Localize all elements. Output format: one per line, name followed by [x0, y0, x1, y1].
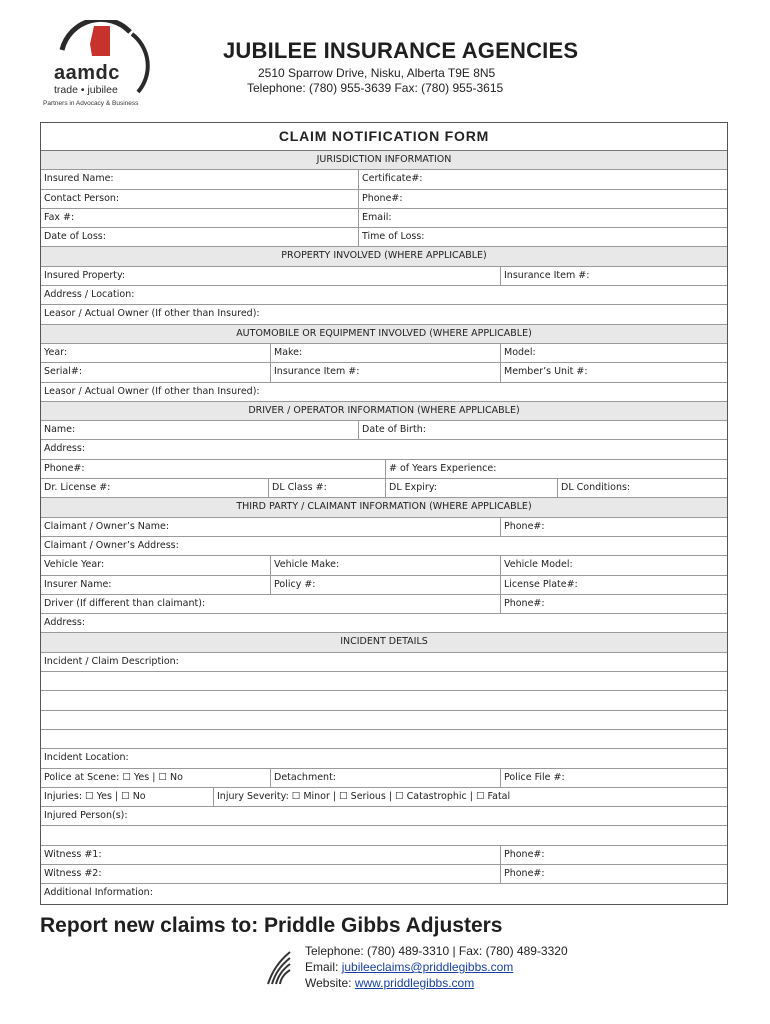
logo-name: aamdc [54, 62, 120, 84]
form-row [41, 518, 727, 537]
make-field[interactable]: Make: [270, 344, 500, 362]
form-row [41, 440, 727, 459]
time-of-loss-field[interactable]: Time of Loss: [358, 228, 727, 246]
form-row [41, 228, 727, 247]
logo-sub: trade • jubilee [54, 84, 118, 96]
dr-license-field[interactable]: Dr. License #: [44, 482, 111, 494]
witness1-phone-field[interactable]: Phone#: [500, 846, 727, 864]
form-row [41, 479, 727, 498]
model-field[interactable]: Model: [500, 344, 727, 362]
vehicle-make-field[interactable]: Vehicle Make: [270, 556, 500, 574]
form-row [41, 267, 727, 286]
email-field[interactable]: Email: [358, 209, 727, 227]
incident-description-field[interactable]: Incident / Claim Description: [44, 655, 179, 667]
years-experience-field[interactable]: # of Years Experience: [385, 460, 727, 478]
company-address: 2510 Sparrow Drive, Nisku, Alberta T9E 8N5 [258, 66, 496, 80]
vehicle-model-field[interactable]: Vehicle Model: [500, 556, 727, 574]
witness2-field[interactable]: Witness #2: [44, 867, 102, 879]
members-unit-field[interactable]: Member’s Unit #: [500, 363, 727, 381]
priddle-gibbs-logo-icon [266, 950, 292, 986]
claimant-phone-field[interactable]: Phone#: [500, 518, 727, 536]
dl-conditions-field[interactable]: DL Conditions: [557, 479, 727, 497]
claimant-address-field[interactable]: Claimant / Owner’s Address: [44, 539, 179, 551]
injured-persons-field[interactable]: Injured Person(s): [44, 810, 128, 822]
form-row [41, 614, 727, 633]
adjuster-telephone: Telephone: (780) 489-3310 | Fax: (780) 489-3320 [305, 944, 568, 958]
blank-line[interactable] [41, 672, 727, 691]
form-row [41, 421, 727, 440]
form-title: CLAIM NOTIFICATION FORM [41, 123, 727, 151]
email-label: Email: [305, 960, 342, 974]
email-link[interactable]: jubileeclaims@priddlegibbs.com [341, 960, 514, 974]
section-property: PROPERTY INVOLVED (WHERE APPLICABLE) [41, 247, 727, 266]
form-row [41, 556, 727, 575]
form-row [41, 286, 727, 305]
driver-name-field[interactable]: Name: [44, 424, 76, 436]
form-row [41, 190, 727, 209]
blank-line[interactable] [41, 711, 727, 730]
driver-phone-field[interactable]: Phone#: [44, 462, 85, 474]
section-jurisdiction: JURISDICTION INFORMATION [41, 151, 727, 170]
driver-different-phone-field[interactable]: Phone#: [500, 595, 727, 613]
blank-line[interactable] [41, 691, 727, 710]
form-row [41, 807, 727, 826]
form-row [41, 769, 727, 788]
driver-address-field[interactable]: Address: [44, 443, 86, 455]
form-row [41, 209, 727, 228]
form-row [41, 749, 727, 768]
claim-form [40, 122, 728, 905]
auto-insurance-item-field[interactable]: Insurance Item #: [270, 363, 500, 381]
form-row [41, 383, 727, 402]
policy-field[interactable]: Policy #: [270, 576, 500, 594]
company-telephone: Telephone: (780) 955-3639 Fax: (780) 955-3615 [247, 81, 504, 95]
insurer-name-field[interactable]: Insurer Name: [44, 578, 112, 590]
form-row [41, 537, 727, 556]
form-row [41, 363, 727, 382]
dl-class-field[interactable]: DL Class #: [268, 479, 385, 497]
police-at-scene-checkboxes[interactable]: Police at Scene: ☐ Yes | ☐ No [44, 771, 183, 783]
year-field[interactable]: Year: [44, 346, 68, 358]
insured-name-field[interactable]: Insured Name: [44, 173, 114, 185]
section-automobile: AUTOMOBILE OR EQUIPMENT INVOLVED (WHERE APPLICABLE) [41, 325, 727, 344]
company-title: JUBILEE INSURANCE AGENCIES [223, 38, 579, 63]
form-row [41, 788, 727, 807]
date-of-loss-field[interactable]: Date of Loss: [44, 231, 106, 243]
form-row [41, 846, 727, 865]
date-of-birth-field[interactable]: Date of Birth: [358, 421, 727, 439]
claimant-name-field[interactable]: Claimant / Owner’s Name: [44, 520, 170, 532]
adjuster-email-line [305, 960, 513, 974]
fax-field[interactable]: Fax #: [44, 211, 75, 223]
form-row [41, 576, 727, 595]
auto-leasor-field[interactable]: Leasor / Actual Owner (If other than Insured): [44, 385, 260, 397]
vehicle-year-field[interactable]: Vehicle Year: [44, 559, 105, 571]
aamdc-logo [40, 20, 155, 112]
logo-tagline: Partners in Advocacy & Business [43, 100, 139, 107]
serial-field[interactable]: Serial#: [44, 366, 83, 378]
form-row [41, 653, 727, 672]
form-row [41, 460, 727, 479]
third-party-address-field[interactable]: Address: [44, 617, 86, 629]
property-leasor-field[interactable]: Leasor / Actual Owner (If other than Insured): [44, 308, 260, 320]
incident-location-field[interactable]: Incident Location: [44, 752, 129, 764]
section-driver: DRIVER / OPERATOR INFORMATION (WHERE APPLICABLE) [41, 402, 727, 421]
section-incident: INCIDENT DETAILS [41, 633, 727, 652]
driver-different-field[interactable]: Driver (If different than claimant): [44, 597, 206, 609]
phone-field[interactable]: Phone#: [358, 190, 727, 208]
address-location-field[interactable]: Address / Location: [44, 289, 135, 301]
website-label: Website: [305, 976, 355, 990]
form-row [41, 595, 727, 614]
witness1-field[interactable]: Witness #1: [44, 848, 102, 860]
form-row [41, 884, 727, 903]
police-file-field[interactable]: Police File #: [500, 769, 727, 787]
certificate-field[interactable]: Certificate#: [358, 170, 727, 188]
injury-severity-checkboxes[interactable]: Injury Severity: ☐ Minor | ☐ Serious | ☐ Catastrophic | ☐ Fatal [213, 788, 727, 806]
form-row [41, 344, 727, 363]
form-row [41, 305, 727, 324]
injuries-checkboxes[interactable]: Injuries: ☐ Yes | ☐ No [44, 790, 146, 802]
detachment-field[interactable]: Detachment: [270, 769, 500, 787]
form-row [41, 170, 727, 189]
license-plate-field[interactable]: License Plate#: [500, 576, 727, 594]
contact-person-field[interactable]: Contact Person: [44, 192, 120, 204]
report-claims-heading: Report new claims to: Priddle Gibbs Adjusters [40, 914, 503, 937]
witness2-phone-field[interactable]: Phone#: [500, 865, 727, 883]
blank-line[interactable] [41, 826, 727, 845]
additional-info-field[interactable]: Additional Information: [44, 887, 153, 899]
dl-expiry-field[interactable]: DL Expiry: [385, 479, 557, 497]
section-third-party: THIRD PARTY / CLAIMANT INFORMATION (WHERE APPLICABLE) [41, 498, 727, 517]
website-link[interactable]: www.priddlegibbs.com [354, 976, 475, 990]
blank-line[interactable] [41, 730, 727, 749]
property-insurance-item-field[interactable]: Insurance Item #: [500, 267, 727, 285]
form-row [41, 865, 727, 884]
insured-property-field[interactable]: Insured Property: [44, 269, 126, 281]
adjuster-website-line [305, 976, 474, 990]
